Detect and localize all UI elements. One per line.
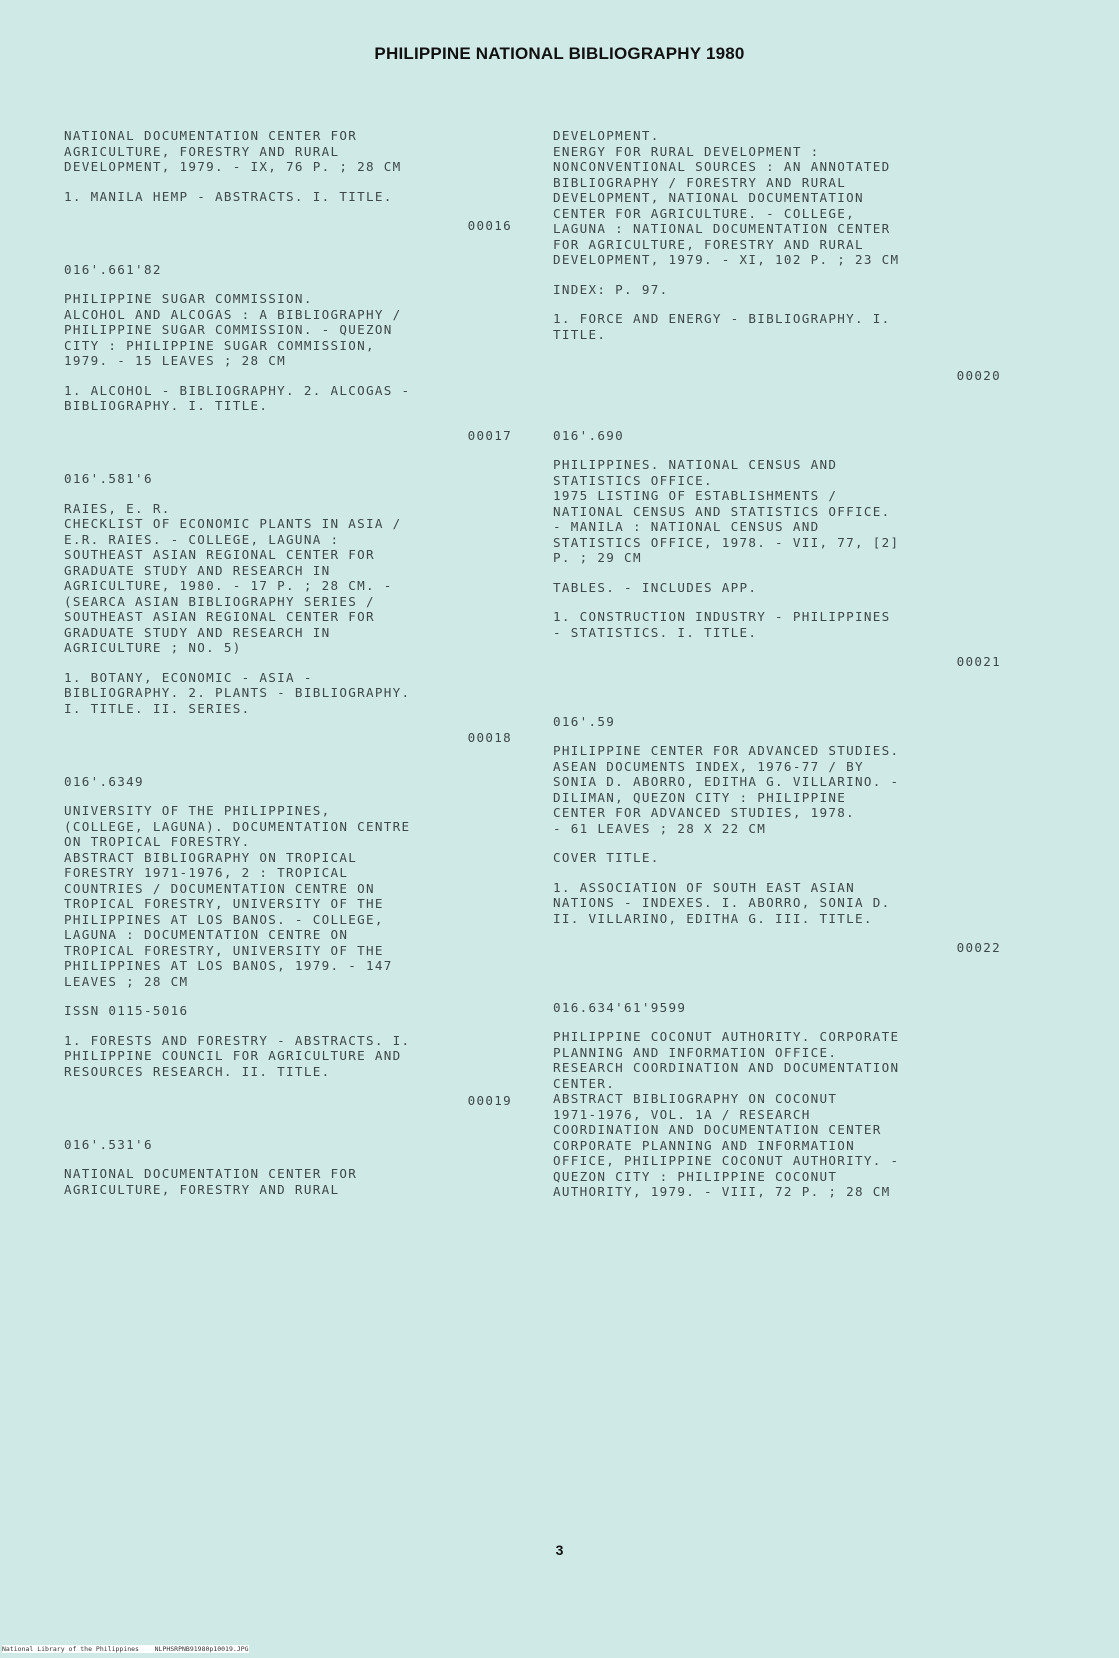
text-line: TROPICAL FORESTRY, UNIVERSITY OF THE — [64, 896, 384, 911]
control-number: 00017 — [467, 427, 512, 443]
text-line: ENERGY FOR RURAL DEVELOPMENT : — [553, 143, 820, 159]
text-line: DEVELOPMENT. — [553, 128, 660, 143]
control-number: 00016 — [467, 218, 512, 233]
classification-number: 016'.59 — [553, 713, 616, 729]
entry-body — [553, 1029, 1001, 1200]
text-line: ISSN 0115-5016 — [64, 1003, 189, 1018]
entry-00023 — [553, 1000, 1001, 1200]
text-line: TITLE. — [553, 326, 607, 342]
text-line: 1979. - 15 LEAVES ; 28 CM — [64, 353, 287, 368]
entry-body — [553, 457, 1001, 566]
text-line: PLANNING AND INFORMATION OFFICE. — [553, 1044, 838, 1060]
text-line: CORPORATE PLANNING AND INFORMATION — [553, 1137, 855, 1153]
text-line: I. TITLE. II. SERIES. — [64, 700, 251, 716]
text-line: LAGUNA : NATIONAL DOCUMENTATION CENTER — [553, 221, 891, 236]
text-line: NATIONAL DOCUMENTATION CENTER FOR — [64, 128, 358, 143]
note — [553, 850, 1001, 866]
entry-00018 — [64, 471, 512, 746]
classification-number: 016'.661'82 — [64, 261, 162, 277]
classification-number: 016'.581'6 — [64, 471, 153, 486]
classification-number: 016'.531'6 — [64, 1136, 153, 1152]
classification-number: 016'.690 — [553, 427, 625, 443]
text-line: RESEARCH COORDINATION AND DOCUMENTATION — [553, 1060, 900, 1075]
text-line: ON TROPICAL FORESTRY. — [64, 834, 251, 849]
text-line: (COLLEGE, LAGUNA). DOCUMENTATION CENTRE — [64, 818, 411, 834]
entry-body — [64, 291, 512, 369]
text-line: ASEAN DOCUMENTS INDEX, 1976-77 / BY — [553, 758, 864, 774]
text-line: PHILIPPINE COCONUT AUTHORITY. CORPORATE — [553, 1029, 900, 1044]
text-line: SOUTHEAST ASIAN REGIONAL CENTER FOR — [64, 609, 375, 624]
text-line: NONCONVENTIONAL SOURCES : AN ANNOTATED — [553, 159, 891, 174]
text-line: UNIVERSITY OF THE PHILIPPINES, — [64, 803, 331, 818]
text-line: NATIONAL DOCUMENTATION CENTER FOR — [64, 1166, 358, 1181]
text-line: CHECKLIST OF ECONOMIC PLANTS IN ASIA / — [64, 516, 402, 531]
subject-headings — [64, 1033, 512, 1080]
text-line: LEAVES ; 28 CM — [64, 973, 189, 989]
text-line: AGRICULTURE, FORESTRY AND RURAL — [64, 1181, 340, 1197]
text-line: DEVELOPMENT, 1979. - XI, 102 P. ; 23 CM — [553, 252, 900, 267]
text-line: CENTER FOR ADVANCED STUDIES, 1978. — [553, 805, 855, 820]
text-line: GRADUATE STUDY AND RESEARCH IN — [64, 624, 331, 640]
text-line: COVER TITLE. — [553, 850, 660, 865]
text-line: OFFICE, PHILIPPINE COCONUT AUTHORITY. - — [553, 1153, 900, 1168]
text-line: STATISTICS OFFICE. — [553, 472, 713, 488]
text-line: DEVELOPMENT, 1979. - IX, 76 P. ; 28 CM — [64, 159, 402, 174]
text-line: E.R. RAIES. - COLLEGE, LAGUNA : — [64, 531, 340, 547]
issn — [64, 1003, 512, 1019]
text-line: PHILIPPINE COUNCIL FOR AGRICULTURE AND — [64, 1048, 402, 1063]
text-line: COUNTRIES / DOCUMENTATION CENTRE ON — [64, 880, 375, 896]
text-line: NATIONAL CENSUS AND STATISTICS OFFICE. — [553, 503, 891, 519]
entry-00023-start — [64, 1137, 512, 1198]
text-line: BIBLIOGRAPHY. 2. PLANTS - BIBLIOGRAPHY. — [64, 685, 411, 700]
text-line: PHILIPPINES AT LOS BANOS. - COLLEGE, — [64, 911, 384, 927]
subject-headings — [553, 880, 1001, 927]
text-line: 1. BOTANY, ECONOMIC - ASIA - — [64, 669, 313, 685]
text-line: 1. CONSTRUCTION INDUSTRY - PHILIPPINES — [553, 609, 891, 624]
entry-00021 — [553, 428, 1001, 670]
text-line: PHILIPPINE CENTER FOR ADVANCED STUDIES. — [553, 743, 900, 758]
entry-body — [64, 1166, 512, 1197]
control-number: 00020 — [956, 368, 1001, 383]
left-column — [64, 128, 512, 1211]
entry-body — [553, 128, 1001, 268]
text-line: DILIMAN, QUEZON CITY : PHILIPPINE — [553, 789, 847, 805]
text-line: P. ; 29 CM — [553, 550, 642, 565]
text-line: TROPICAL FORESTRY, UNIVERSITY OF THE — [64, 942, 384, 958]
subject-headings — [64, 670, 512, 717]
text-line: CITY : PHILIPPINE SUGAR COMMISSION, — [64, 337, 375, 353]
control-number: 00019 — [467, 1093, 512, 1108]
classification-number: 016'.6349 — [64, 773, 144, 789]
text-line: 1. MANILA HEMP - ABSTRACTS. I. TITLE. — [64, 188, 393, 204]
entry-00020 — [553, 128, 1001, 384]
control-number: 00021 — [956, 654, 1001, 669]
text-line: CENTER. — [553, 1075, 616, 1091]
text-line: - 61 LEAVES ; 28 X 22 CM — [553, 820, 767, 836]
text-line: GRADUATE STUDY AND RESEARCH IN — [64, 562, 331, 578]
right-column — [553, 128, 1001, 1214]
subject-headings — [553, 609, 1001, 640]
text-line: FORESTRY 1971-1976, 2 : TROPICAL — [64, 865, 349, 880]
text-line: 1. FORCE AND ENERGY - BIBLIOGRAPHY. I. — [553, 311, 891, 326]
text-line: SOUTHEAST ASIAN REGIONAL CENTER FOR — [64, 547, 375, 562]
text-line: AUTHORITY, 1979. - VIII, 72 P. ; 28 CM — [553, 1184, 891, 1199]
text-line: 1971-1976, VOL. 1A / RESEARCH — [553, 1106, 811, 1122]
text-line: LAGUNA : DOCUMENTATION CENTRE ON — [64, 927, 349, 942]
text-line: 1. ALCOHOL - BIBLIOGRAPHY. 2. ALCOGAS - — [64, 382, 411, 398]
text-line: 1975 LISTING OF ESTABLISHMENTS / — [553, 488, 838, 503]
text-line: 1. ASSOCIATION OF SOUTH EAST ASIAN — [553, 879, 855, 895]
text-line: BIBLIOGRAPHY / FORESTRY AND RURAL — [553, 174, 847, 190]
page-header: PHILIPPINE NATIONAL BIBLIOGRAPHY 1980 — [374, 44, 745, 63]
text-line: TABLES. - INCLUDES APP. — [553, 579, 758, 595]
text-line: RAIES, E. R. — [64, 500, 171, 516]
entry-body — [64, 803, 512, 989]
subject-headings — [64, 189, 512, 205]
subject-headings — [553, 311, 1001, 342]
control-number: 00022 — [956, 940, 1001, 955]
text-line: BIBLIOGRAPHY. I. TITLE. — [64, 398, 269, 413]
text-line: PHILIPPINES AT LOS BANOS, 1979. - 147 — [64, 958, 393, 973]
text-line: AGRICULTURE ; NO. 5) — [64, 640, 242, 655]
text-line: (SEARCA ASIAN BIBLIOGRAPHY SERIES / — [64, 593, 375, 609]
text-line: DEVELOPMENT, NATIONAL DOCUMENTATION — [553, 190, 864, 205]
entry-00022 — [553, 714, 1001, 956]
text-line: AGRICULTURE, FORESTRY AND RURAL — [64, 143, 340, 159]
text-line: ALCOHOL AND ALCOGAS : A BIBLIOGRAPHY / — [64, 306, 402, 322]
entry-body — [64, 128, 512, 175]
text-line: AGRICULTURE, 1980. - 17 P. ; 28 CM. - — [64, 578, 393, 593]
text-line: SONIA D. ABORRO, EDITHA G. VILLARINO. - — [553, 774, 900, 789]
text-line: FOR AGRICULTURE, FORESTRY AND RURAL — [553, 236, 864, 252]
text-line: - MANILA : NATIONAL CENSUS AND — [553, 519, 820, 534]
text-line: INDEX: P. 97. — [553, 281, 669, 297]
text-line: ABSTRACT BIBLIOGRAPHY ON TROPICAL — [64, 849, 358, 865]
text-line: QUEZON CITY : PHILIPPINE COCONUT — [553, 1168, 838, 1184]
text-line: COORDINATION AND DOCUMENTATION CENTER — [553, 1122, 882, 1137]
text-line: CENTER FOR AGRICULTURE. - COLLEGE, — [553, 205, 855, 221]
control-number: 00018 — [467, 730, 512, 745]
entry-00017 — [64, 262, 512, 444]
text-line: RESOURCES RESEARCH. II. TITLE. — [64, 1063, 331, 1079]
entry-00019 — [64, 774, 512, 1109]
text-line: 1. FORESTS AND FORESTRY - ABSTRACTS. I. — [64, 1032, 411, 1048]
text-line: II. VILLARINO, EDITHA G. III. TITLE. — [553, 910, 873, 926]
text-line: ABSTRACT BIBLIOGRAPHY ON COCONUT — [553, 1091, 838, 1106]
entry-body — [553, 743, 1001, 836]
page-number: 3 — [555, 1542, 564, 1558]
text-line: PHILIPPINE SUGAR COMMISSION. — [64, 291, 313, 306]
entry-body — [64, 501, 512, 656]
scan-footer: National Library of the Philippines NLPHSRPNB91980p10019.JPG — [2, 1645, 249, 1653]
text-line: - STATISTICS. I. TITLE. — [553, 624, 758, 640]
text-line: STATISTICS OFFICE, 1978. - VII, 77, [2] — [553, 534, 900, 550]
text-line: PHILIPPINES. NATIONAL CENSUS AND — [553, 457, 838, 472]
note — [553, 282, 1001, 298]
classification-number: 016.634'61'9599 — [553, 999, 687, 1015]
subject-headings — [64, 383, 512, 414]
note — [553, 580, 1001, 596]
entry-00016 — [64, 128, 512, 234]
text-line: NATIONS - INDEXES. I. ABORRO, SONIA D. — [553, 895, 891, 910]
text-line: PHILIPPINE SUGAR COMMISSION. - QUEZON — [64, 322, 393, 337]
